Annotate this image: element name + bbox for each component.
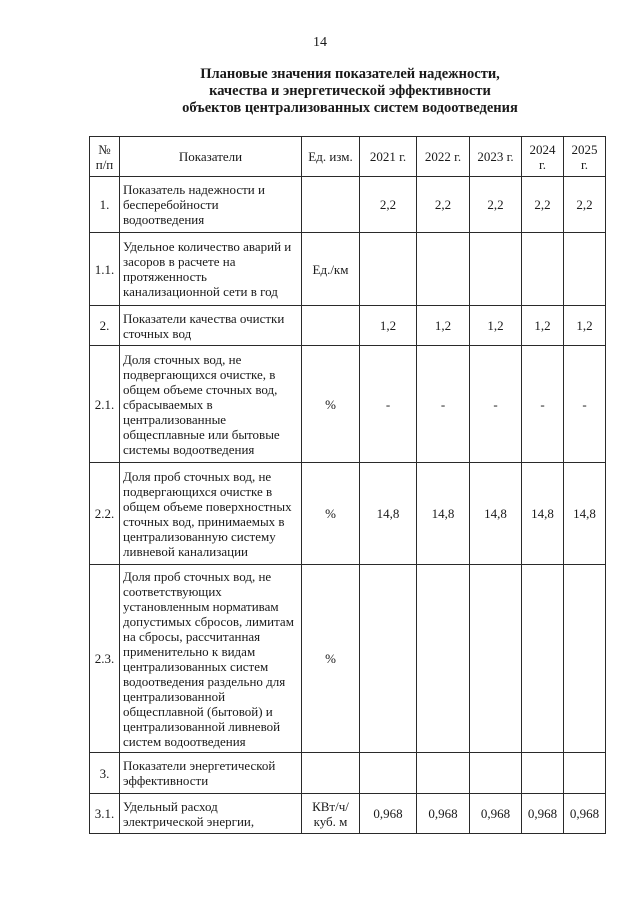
header-cell-year: 2022 г. [417, 137, 470, 177]
value-cell: - [470, 346, 522, 463]
value-cell [417, 753, 470, 794]
unit-cell: КВт/ч/куб. м [302, 794, 360, 834]
table-row [90, 177, 606, 233]
header-cell-year: 2025 г. [564, 137, 606, 177]
header-cell-year: 2021 г. [360, 137, 417, 177]
value-cell: 2,2 [522, 177, 564, 233]
value-cell: 14,8 [417, 463, 470, 565]
table-row [90, 233, 606, 306]
value-cell: 2,2 [417, 177, 470, 233]
value-cell [470, 233, 522, 306]
value-cell: 0,968 [470, 794, 522, 834]
value-cell: 1,2 [470, 306, 522, 346]
header-cell-year: 2023 г. [470, 137, 522, 177]
value-cell: 14,8 [360, 463, 417, 565]
value-cell [564, 233, 606, 306]
value-cell: 0,968 [564, 794, 606, 834]
title-line: объектов централизованных систем водоотведения [182, 100, 518, 116]
value-cell: 2,2 [564, 177, 606, 233]
indicator-name: Удельный расход электрической энергии, [120, 794, 302, 834]
unit-cell: % [302, 346, 360, 463]
unit-cell: Ед./км [302, 233, 360, 306]
value-cell [522, 233, 564, 306]
value-cell: 14,8 [522, 463, 564, 565]
title-line: Плановые значения показателей надежности, [200, 66, 500, 82]
value-cell: 1,2 [564, 306, 606, 346]
table-row [90, 753, 606, 794]
row-number: 2. [90, 306, 120, 346]
value-cell: 2,2 [360, 177, 417, 233]
value-cell [470, 565, 522, 753]
row-number: 1.1. [90, 233, 120, 306]
document-title [150, 66, 550, 117]
indicator-name: Доля проб сточных вод, не подвергающихся очистке в общем объеме поверхностных сточных вод, принимаемых в централизованную систему ливневой канализации [120, 463, 302, 565]
header-cell-year: 2024 г. [522, 137, 564, 177]
value-cell [360, 565, 417, 753]
value-cell: 0,968 [417, 794, 470, 834]
table-row [90, 306, 606, 346]
value-cell [564, 753, 606, 794]
indicator-name: Удельное количество аварий и засоров в расчете на протяженность канализационной сети в год [120, 233, 302, 306]
header-cell-unit: Ед. изм. [302, 137, 360, 177]
value-cell: 14,8 [470, 463, 522, 565]
value-cell [564, 565, 606, 753]
value-cell [360, 233, 417, 306]
table-row [90, 794, 606, 834]
value-cell: - [360, 346, 417, 463]
unit-cell [302, 753, 360, 794]
indicator-name: Показатели качества очистки сточных вод [120, 306, 302, 346]
value-cell [522, 753, 564, 794]
indicator-name: Доля сточных вод, не подвергающихся очистке, в общем объеме сточных вод, сбрасываемых в централизованные общесплавные или бытовые системы водоотведения [120, 346, 302, 463]
unit-cell: % [302, 463, 360, 565]
value-cell [522, 565, 564, 753]
row-number: 3. [90, 753, 120, 794]
row-number: 2.1. [90, 346, 120, 463]
indicator-name: Показатель надежности и бесперебойности водоотведения [120, 177, 302, 233]
value-cell [417, 233, 470, 306]
unit-cell: % [302, 565, 360, 753]
value-cell: 1,2 [360, 306, 417, 346]
row-number: 2.3. [90, 565, 120, 753]
title-line: качества и энергетической эффективности [209, 83, 491, 99]
row-number: 2.2. [90, 463, 120, 565]
value-cell [360, 753, 417, 794]
indicator-name: Доля проб сточных вод, не соответствующих установленным нормативам допустимых сбросов, лимитам на сбросы, рассчитанная применительно к видам централизованных систем водоотведения раздельно для централизованной общесплавной (бытовой) и централизованной ливневой систем водоотведения [120, 565, 302, 753]
value-cell: 1,2 [417, 306, 470, 346]
indicators-table [89, 136, 606, 834]
value-cell [417, 565, 470, 753]
value-cell: 0,968 [360, 794, 417, 834]
unit-cell [302, 177, 360, 233]
value-cell: 2,2 [470, 177, 522, 233]
value-cell: 14,8 [564, 463, 606, 565]
header-cell-indicator: Показатели [120, 137, 302, 177]
value-cell: - [417, 346, 470, 463]
value-cell [470, 753, 522, 794]
table-row [90, 463, 606, 565]
indicator-name: Показатели энергетической эффективности [120, 753, 302, 794]
value-cell: - [522, 346, 564, 463]
value-cell: 1,2 [522, 306, 564, 346]
table-row [90, 565, 606, 753]
unit-cell [302, 306, 360, 346]
row-number: 1. [90, 177, 120, 233]
value-cell: - [564, 346, 606, 463]
value-cell: 0,968 [522, 794, 564, 834]
row-number: 3.1. [90, 794, 120, 834]
table-header-row [90, 137, 606, 177]
header-cell-number: № п/п [90, 137, 120, 177]
table-row [90, 346, 606, 463]
page-number: 14 [313, 35, 327, 50]
